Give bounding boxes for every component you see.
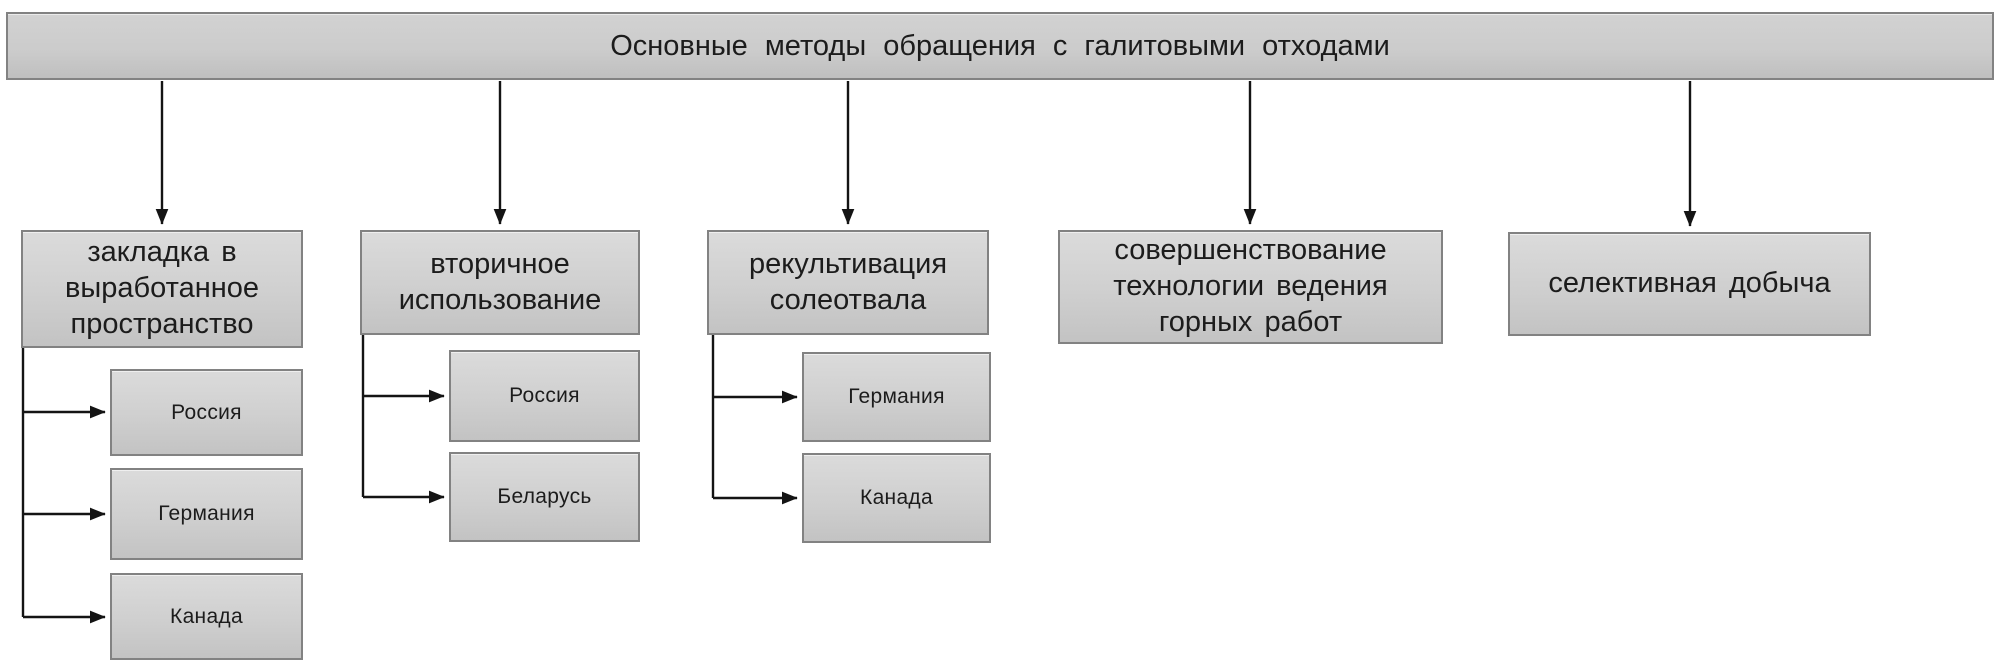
header-branch-arrows [162, 81, 1690, 226]
method-label: рекультивация солеотвала [748, 247, 948, 316]
country-label: Германия [158, 502, 255, 525]
country-node-russia-1 [110, 369, 303, 456]
country-label: Канада [170, 604, 243, 628]
country-label: Россия [509, 384, 580, 407]
country-node-belarus-2 [449, 452, 640, 542]
method-node-reuse [360, 230, 640, 335]
country-node-canada-1 [110, 573, 303, 660]
country-node-germany-3 [802, 352, 991, 442]
method-label: закладка в выработанное пространство [65, 236, 259, 340]
country-label: Беларусь [497, 485, 592, 508]
country-label: Канада [860, 486, 933, 509]
country-label: Россия [171, 400, 242, 424]
branch3-child-connectors [713, 335, 797, 498]
country-node-germany-1 [110, 468, 303, 560]
branch2-child-connectors [363, 335, 444, 497]
method-label: селективная добыча [1548, 267, 1831, 300]
diagram-title [6, 12, 1994, 80]
method-label: вторичное использование [398, 247, 602, 316]
method-node-selective-mining [1508, 232, 1871, 336]
method-node-mining-technology [1058, 230, 1443, 344]
method-node-backfill [21, 230, 303, 348]
country-label: Германия [848, 385, 945, 408]
branch1-child-connectors [23, 348, 105, 617]
method-label: совершенствование технологии ведения горных работ [1113, 234, 1388, 338]
country-node-canada-3 [802, 453, 991, 543]
method-node-recultivation [707, 230, 989, 335]
diagram-title-label: Основные методы обращения с галитовыми отходами [610, 29, 1390, 62]
country-node-russia-2 [449, 350, 640, 442]
